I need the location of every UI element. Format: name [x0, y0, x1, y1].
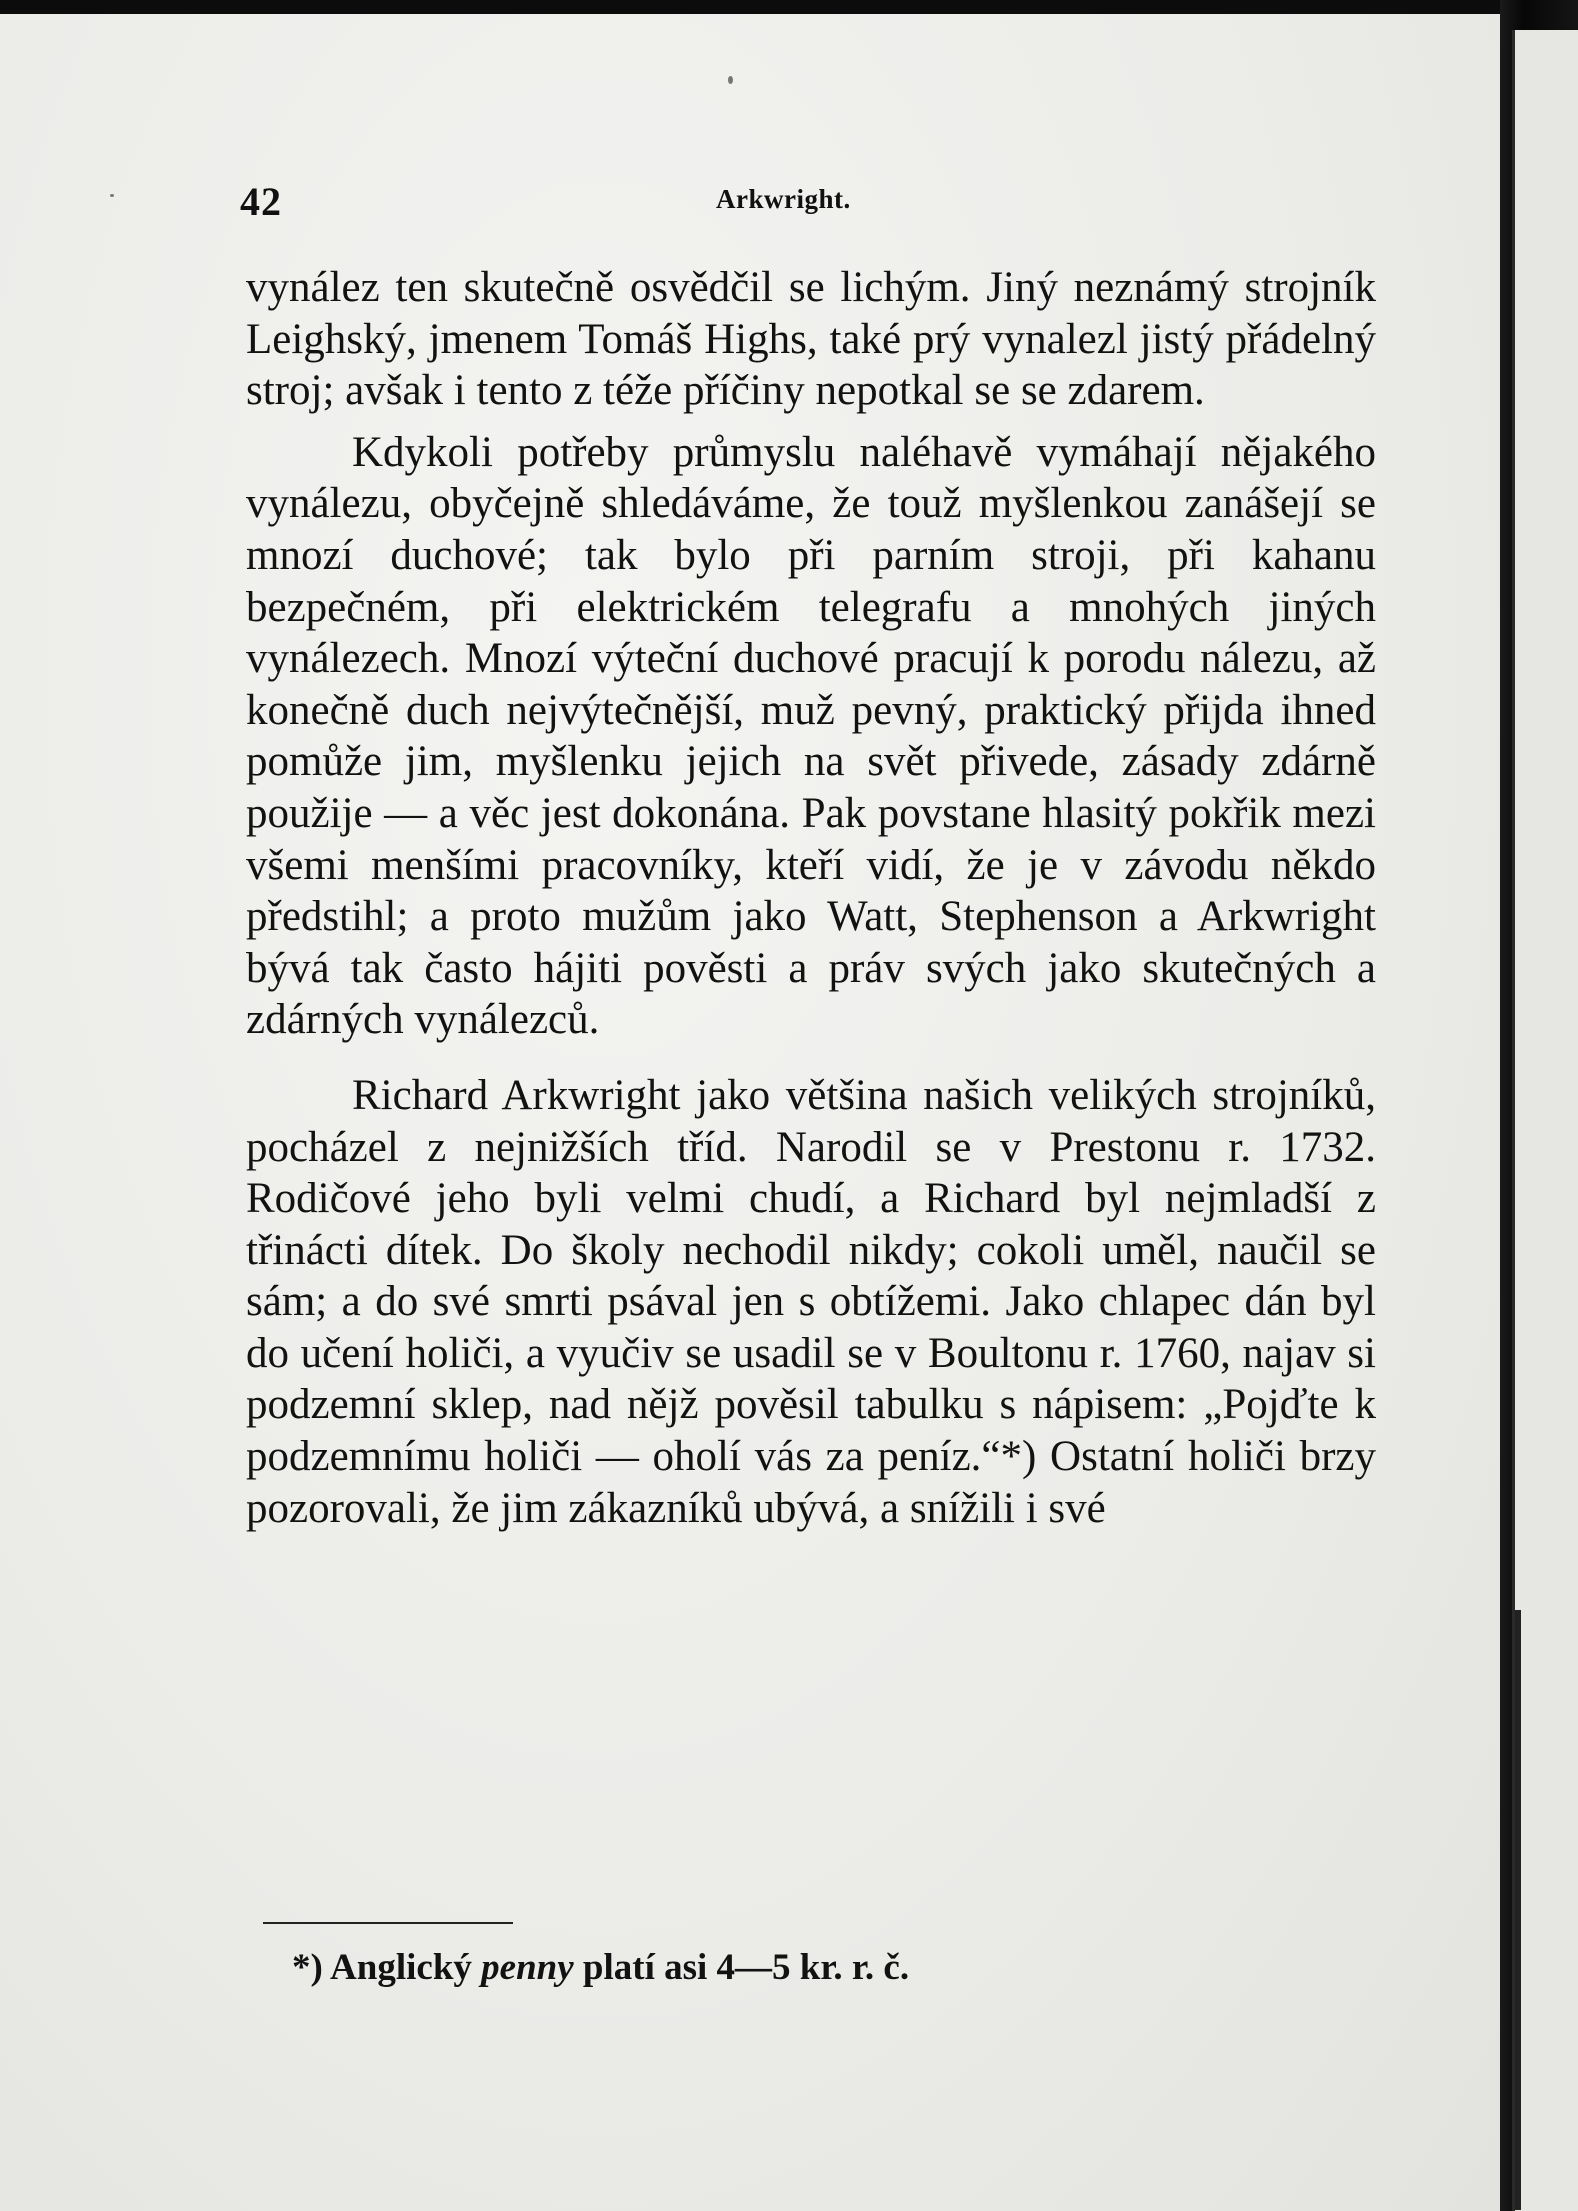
body-text [246, 262, 1376, 1534]
ink-speck [728, 76, 733, 84]
paragraph: Kdykoli potřeby průmyslu naléhavě vymáhají nějakého vynálezu, obyčejně shledáváme, že touž myšlenkou zanášejí se mnozí duchové; tak bylo při parním stroji, při kahanu bezpečném, při elektrickém telegrafu a mnohých jiných vynálezech. Mnozí výteční duchové pracují k porodu nálezu, až konečně duch nejvýtečnější, muž pevný, praktický přijda ihned pomůže jim, myšlenku jejich na svět přivede, zásady zdárně použije — a věc jest dokonána. Pak povstane hlasitý pokřik mezi všemi menšími pracovníky, kteří vidí, že je v závodu někdo předstihl; a proto mužům jako Watt, Stephenson a Arkwright bývá tak často hájiti pověsti a práv svých jako skutečných a zdárných vynálezců. [246, 428, 1376, 1044]
footnote-italic-term: penny [481, 1947, 574, 1988]
page-edge-shadow [1515, 1610, 1521, 2210]
footnote-marker: *) [292, 1947, 323, 1988]
footnote-rule [263, 1922, 513, 1924]
page-number: 42 [240, 179, 282, 224]
footnote-text-after: platí asi 4—5 kr. r. č. [582, 1947, 910, 1988]
page-header [240, 178, 1390, 238]
paragraph: vynález ten skutečně osvědčil se lichým. Jiný neznámý strojník Leighský, jmenem Tomáš Highs, také prý vynalezl jistý přádelný stroj; avšak i tento z téže příčiny nepotkal se se zdarem. [246, 264, 1376, 415]
ink-speck [110, 194, 114, 197]
footnote-text-before: Anglický [330, 1947, 472, 1988]
running-head: Arkwright. [716, 184, 851, 214]
paragraph: Richard Arkwright jako většina našich velikých strojníků, pocházel z nejnižších tříd. Narodil se v Prestonu r. 1732. Rodičové jeho byli velmi chudí, a Richard byl nejmladší z třinácti dítek. Do školy nechodil nikdy; cokoli uměl, naučil se sám; a do své smrti psával jen s obtížemi. Jako chlapec dán byl do učení holiči, a vyučiv se usadil se v Boultonu r. 1760, najav si podzemní sklep, nad nějž pověsil tabulku s nápisem: „Pojďte k podzemnímu holiči — oholí vás za peníz.“*) Ostatní holiči brzy pozorovali, že jim zákazníků ubývá, a snížili i své [246, 1071, 1376, 1532]
footnote [292, 1946, 909, 1989]
next-page-edge [1512, 30, 1578, 2211]
